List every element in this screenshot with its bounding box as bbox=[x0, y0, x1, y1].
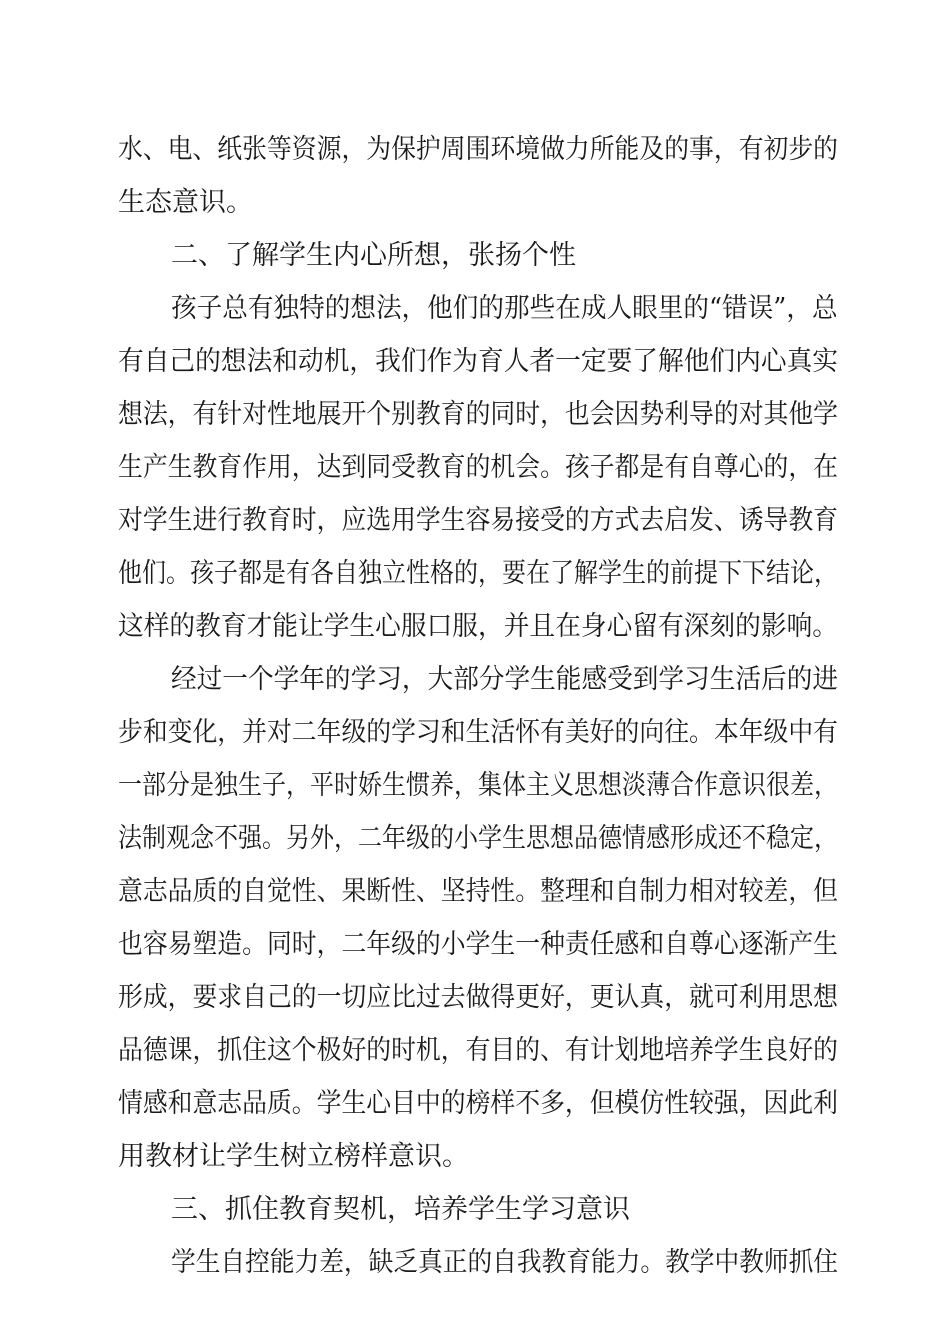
text-line: 步和变化，并对二年级的学习和生活怀有美好的向往。本年级中有 bbox=[118, 717, 838, 748]
text-line: 生态意识。 bbox=[118, 187, 253, 218]
text-line: 这样的教育才能让学生心服口服，并且在身心留有深刻的影响。 bbox=[118, 611, 838, 642]
text-line: 品德课，抓住这个极好的时机，有目的、有计划地培养学生良好的 bbox=[118, 1035, 838, 1066]
text-line: 想法，有针对性地展开个别教育的同时，也会因势利导的对其他学 bbox=[118, 399, 838, 430]
text-line: 法制观念不强。另外，二年级的小学生思想品德情感形成还不稳定， bbox=[118, 823, 838, 854]
text-line: 对学生进行教育时，应选用学生容易接受的方式去启发、诱导教育 bbox=[118, 505, 838, 536]
text-line: 他们。孩子都是有各自独立性格的，要在了解学生的前提下下结论， bbox=[118, 558, 838, 589]
text-line: 用教材让学生树立榜样意识。 bbox=[118, 1141, 469, 1172]
section-heading: 二、了解学生内心所想，张扬个性 bbox=[171, 240, 576, 271]
text-line: 孩子总有独特的想法，他们的那些在成人眼里的“错误”，总 bbox=[171, 293, 838, 324]
text-line: 意志品质的自觉性、果断性、坚持性。整理和自制力相对较差，但 bbox=[118, 876, 838, 907]
section-heading: 三、抓住教育契机，培养学生学习意识 bbox=[171, 1194, 630, 1225]
text-line: 也容易塑造。同时，二年级的小学生一种责任感和自尊心逐渐产生 bbox=[118, 929, 838, 960]
text-line: 一部分是独生子，平时娇生惯养，集体主义思想淡薄合作意识很差， bbox=[118, 770, 838, 801]
text-line: 有自己的想法和动机，我们作为育人者一定要了解他们内心真实 bbox=[118, 346, 838, 377]
text-line: 水、电、纸张等资源，为保护周围环境做力所能及的事，有初步的 bbox=[118, 134, 838, 165]
text-line: 生产生教育作用，达到同受教育的机会。孩子都是有自尊心的，在 bbox=[118, 452, 838, 483]
text-line: 学生自控能力差，缺乏真正的自我教育能力。教学中教师抓住 bbox=[171, 1247, 838, 1278]
text-line: 情感和意志品质。学生心目中的榜样不多，但模仿性较强，因此利 bbox=[118, 1088, 838, 1119]
text-line: 形成，要求自己的一切应比过去做得更好，更认真，就可利用思想 bbox=[118, 982, 838, 1013]
text-line: 经过一个学年的学习，大部分学生能感受到学习生活后的进 bbox=[171, 664, 838, 695]
